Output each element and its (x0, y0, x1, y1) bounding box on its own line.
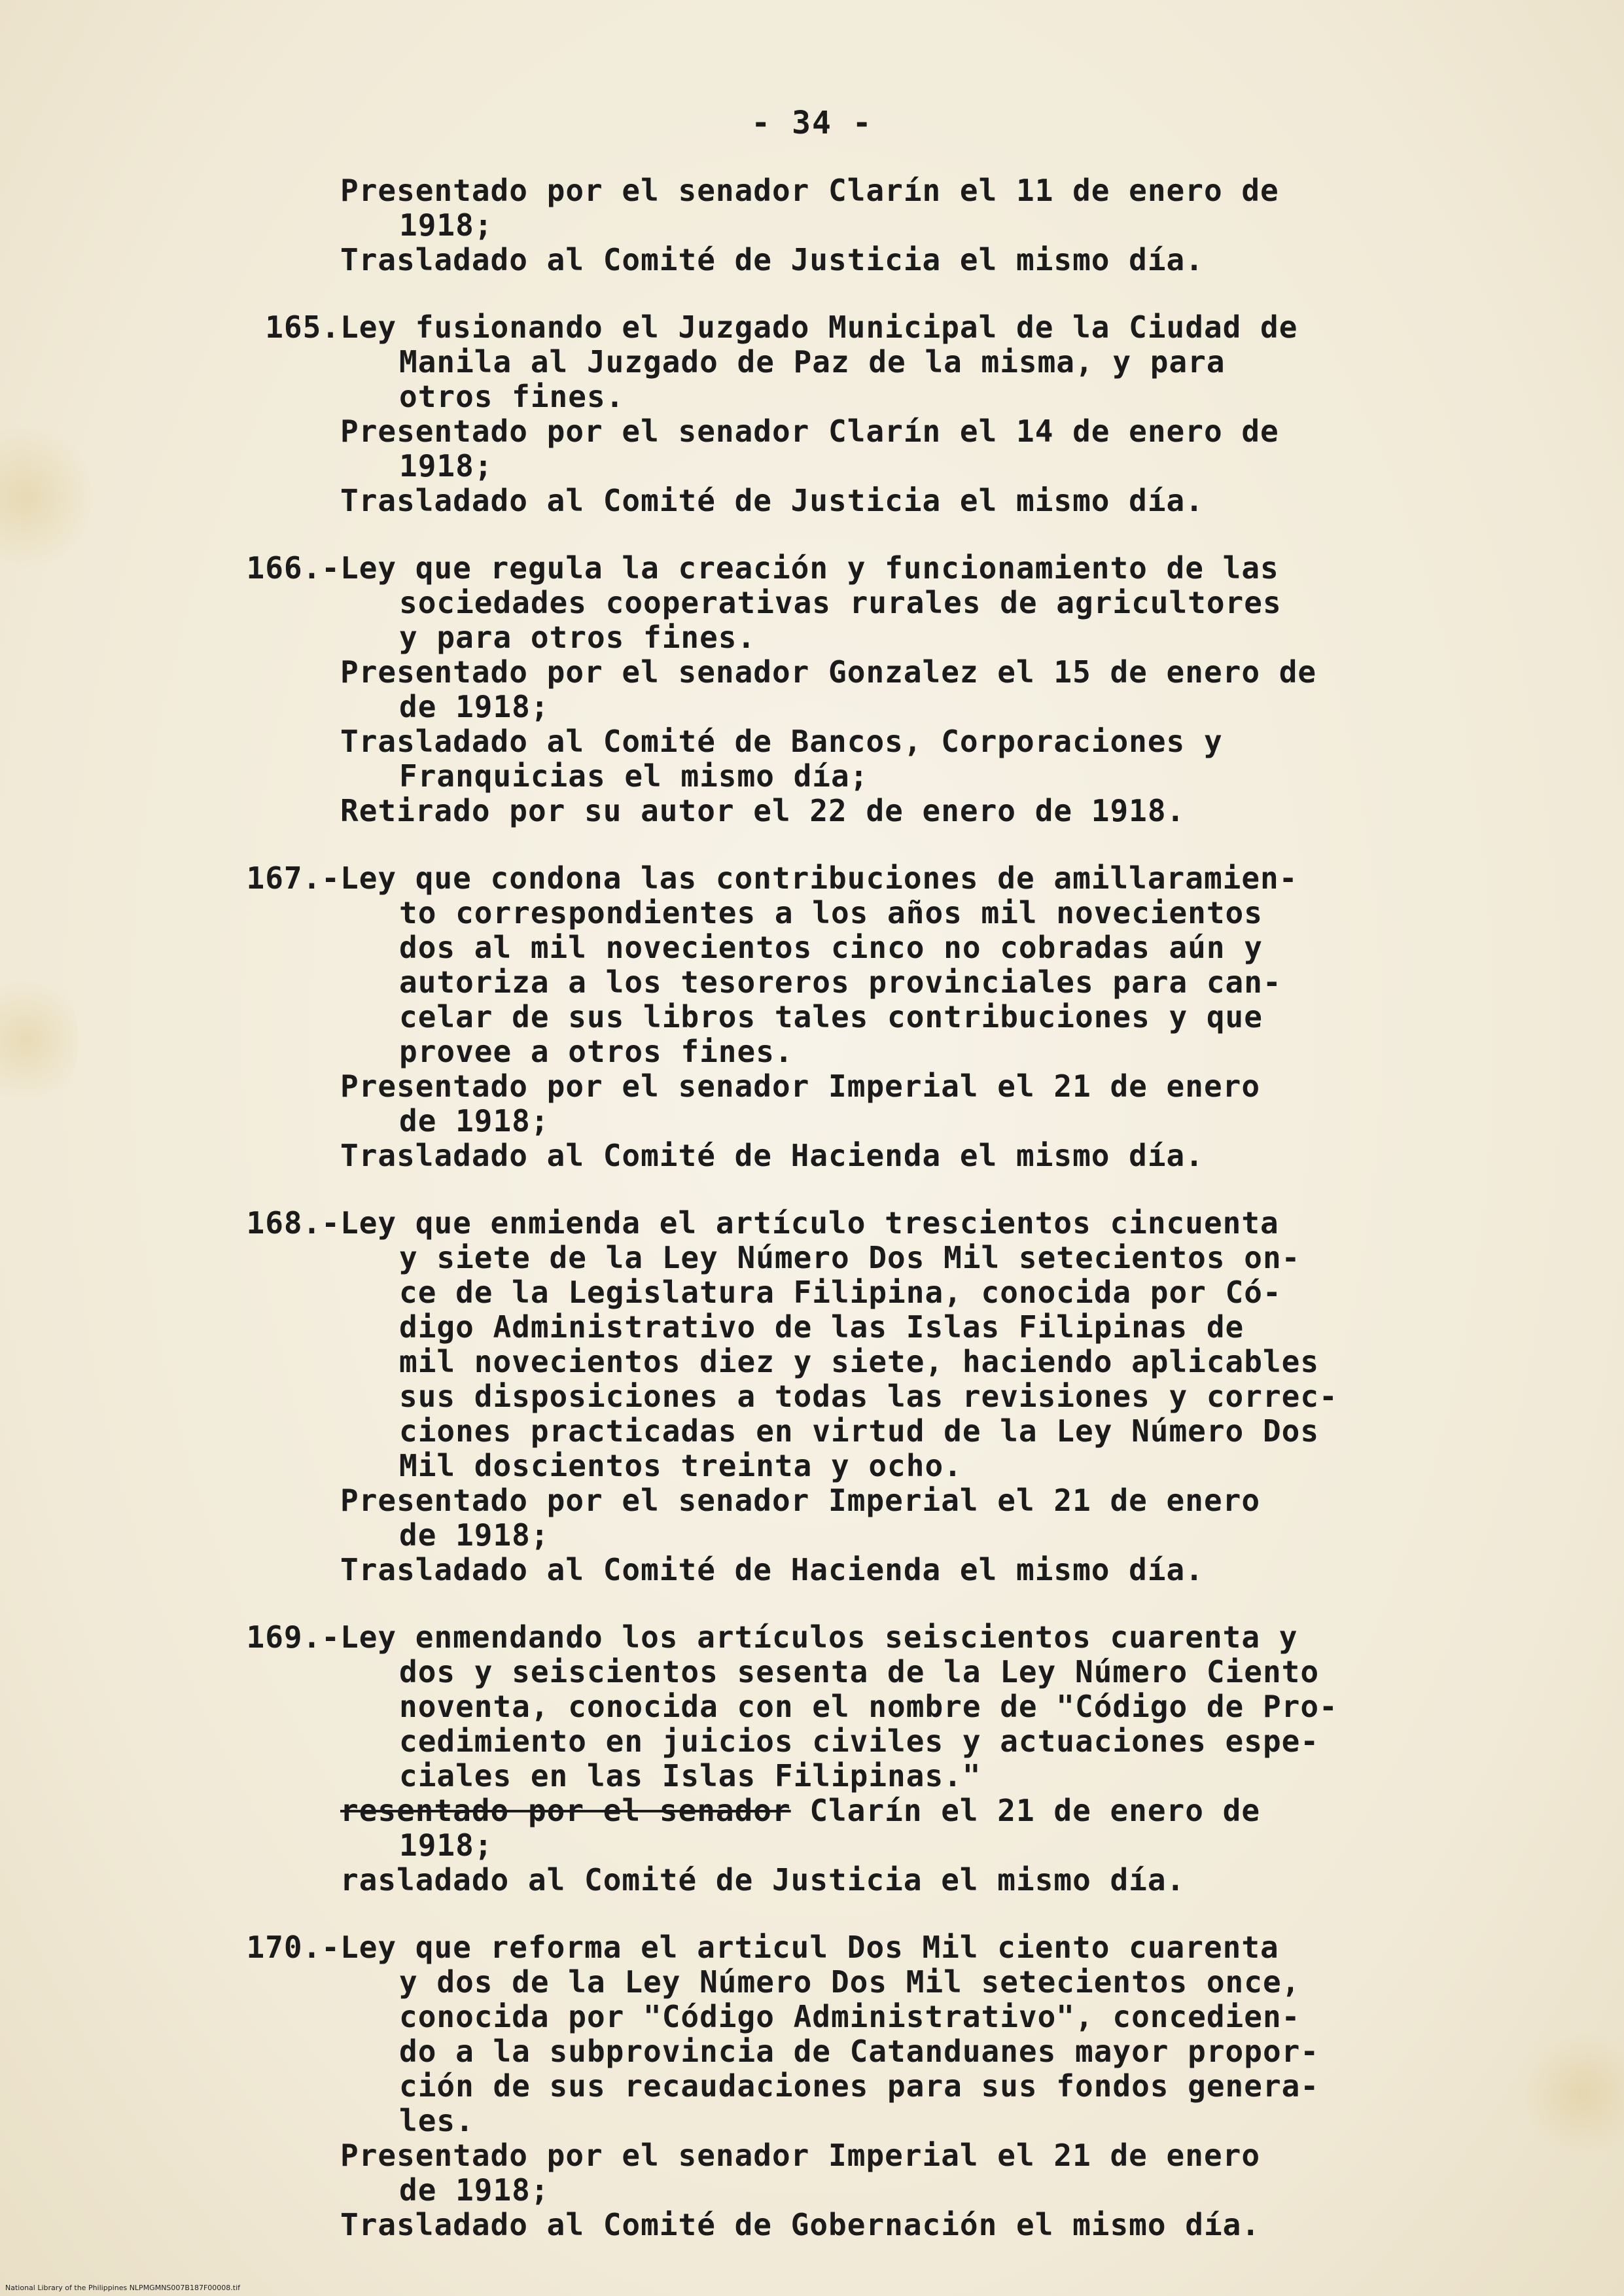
paper-stain (0, 419, 92, 576)
page-number: - 34 - (751, 105, 873, 141)
line-text: Presentado por el senador Imperial el 21 de enero (340, 2138, 1261, 2173)
continuation-line (209, 1034, 1453, 1069)
line-text: Trasladado al Comité de Bancos, Corporaciones y (340, 724, 1223, 759)
continuation-line (209, 1379, 1453, 1414)
line-text: ciones practicadas en virtud de la Ley Número Dos (399, 1413, 1320, 1449)
continuation-line (209, 1241, 1453, 1275)
line-text: les. (399, 2103, 474, 2138)
continuation-line (209, 345, 1453, 380)
continuation-line (209, 759, 1453, 794)
line-text: otros fines. (399, 379, 625, 414)
continuation-line (209, 1275, 1453, 1310)
entry-number: 166.- (246, 550, 340, 586)
continuation-line (209, 2173, 1453, 2208)
continuation-line (209, 1965, 1453, 2000)
action-line (209, 1483, 1453, 1518)
entry-title-line (209, 1206, 1453, 1241)
line-text: ciales en las Islas Filipinas." (399, 1758, 981, 1793)
line-text: to correspondientes a los años mil novecientos (399, 895, 1263, 930)
line-text: dos y seiscientos sesenta de la Ley Número Ciento (399, 1654, 1320, 1689)
continuation-line (209, 1104, 1453, 1139)
line-text: conocida por "Código Administrativo", concedien- (399, 1999, 1301, 2034)
continuation-line (209, 1449, 1453, 1483)
line-text: rasladado al Comité de Justicia el mismo día. (340, 1862, 1186, 1898)
line-text: dos al mil novecientos cinco no cobradas aún y (399, 930, 1263, 965)
continuation-line (209, 896, 1453, 930)
line-text: do a la subprovincia de Catanduanes mayor propor- (399, 2034, 1320, 2069)
line-text: 1918; (399, 207, 493, 243)
bill-entry (209, 551, 1453, 828)
action-line (209, 655, 1453, 690)
bill-entry (209, 310, 1453, 518)
line-text: y para otros fines. (399, 620, 756, 655)
continuation-line (209, 449, 1453, 484)
line-text: Manila al Juzgado de Paz de la misma, y para (399, 344, 1226, 380)
line-text: y siete de la Ley Número Dos Mil setecientos on- (399, 1240, 1301, 1275)
action-line (209, 2208, 1453, 2242)
line-text: de 1918; (399, 1103, 550, 1139)
action-line (209, 1069, 1453, 1104)
entry-title-line (209, 861, 1453, 896)
entry-number: 165. (265, 309, 340, 345)
action-line (209, 173, 1453, 208)
action-line (209, 1553, 1453, 1587)
line-text: Trasladado al Comité de Gobernación el mismo día. (340, 2207, 1261, 2242)
continuation-line (209, 2069, 1453, 2104)
line-text: Ley que regula la creación y funcionamiento de las (340, 550, 1279, 586)
line-text: Trasladado al Comité de Justicia el mismo día. (340, 242, 1204, 277)
entry-title-line (209, 310, 1453, 345)
line-text: sus disposiciones a todas las revisiones y correc- (399, 1379, 1338, 1414)
line-text: sociedades cooperativas rurales de agricultores (399, 585, 1282, 620)
footer-credit: National Library of the Philippines NLPMGMNS007B187F00008.tif (5, 2284, 241, 2292)
continuation-line (209, 690, 1453, 724)
line-text: noventa, conocida con el nombre de "Código de Pro- (399, 1689, 1338, 1724)
line-text: Trasladado al Comité de Hacienda el mismo día. (340, 1552, 1204, 1587)
action-line (209, 1139, 1453, 1173)
line-text: Retirado por su autor el 22 de enero de 1918. (340, 793, 1186, 828)
action-line (209, 2138, 1453, 2173)
line-text: Trasladado al Comité de Hacienda el mismo día. (340, 1138, 1204, 1173)
continuation-line (209, 1414, 1453, 1449)
continuation-line (209, 1310, 1453, 1345)
entry-number: 167.- (246, 860, 340, 896)
continuation-line (209, 1655, 1453, 1689)
line-text: Ley enmendando los artículos seiscientos cuarenta y (340, 1619, 1298, 1655)
preamble-entry (209, 173, 1453, 277)
line-text: Presentado por el senador Imperial el 21 de enero (340, 1483, 1261, 1518)
bill-entry (209, 1930, 1453, 2242)
continuation-line (209, 2000, 1453, 2034)
continuation-line (209, 586, 1453, 620)
line-text-tail: Clarín el 21 de enero de (790, 1793, 1261, 1828)
line-text: provee a otros fines. (399, 1034, 794, 1069)
line-text: Trasladado al Comité de Justicia el mismo día. (340, 483, 1204, 518)
line-text: Mil doscientos treinta y ocho. (399, 1448, 962, 1483)
line-text: celar de sus libros tales contribuciones y que (399, 999, 1263, 1034)
line-text: Ley que reforma el articul Dos Mil ciento cuarenta (340, 1930, 1279, 1965)
action-line (209, 414, 1453, 449)
paper-stain (0, 968, 79, 1112)
entry-title-line (209, 551, 1453, 586)
line-text: digo Administrativo de las Islas Filipinas de (399, 1309, 1244, 1345)
line-text: autoriza a los tesoreros provinciales para can- (399, 964, 1282, 1000)
entry-number: 168.- (246, 1205, 340, 1241)
document-body (209, 173, 1453, 2275)
continuation-line (209, 965, 1453, 1000)
continuation-line (209, 1000, 1453, 1034)
entry-number: 169.- (246, 1619, 340, 1655)
continuation-line (209, 1518, 1453, 1553)
line-text: Presentado por el senador Gonzalez el 15 de enero de (340, 654, 1317, 690)
action-line (209, 1863, 1453, 1898)
action-line (209, 794, 1453, 828)
line-text: de 1918; (399, 2172, 550, 2208)
line-text: cedimiento en juicios civiles y actuaciones espe- (399, 1723, 1320, 1759)
bill-entry (209, 1620, 1453, 1898)
paper-stain (1525, 2028, 1624, 2159)
line-text: de 1918; (399, 689, 550, 724)
continuation-line (209, 930, 1453, 965)
line-text: de 1918; (399, 1517, 550, 1553)
line-text: y dos de la Ley Número Dos Mil setecientos once, (399, 1964, 1301, 2000)
continuation-line (209, 620, 1453, 655)
line-text: Ley fusionando el Juzgado Municipal de la Ciudad de (340, 309, 1298, 345)
action-line (209, 484, 1453, 518)
line-text: Presentado por el senador Clarín el 14 de enero de (340, 414, 1279, 449)
entry-title-line (209, 1930, 1453, 1965)
continuation-line (209, 208, 1453, 243)
bill-entry (209, 861, 1453, 1173)
line-text: resentado por el senador (340, 1793, 791, 1828)
line-text: ción de sus recaudaciones para sus fondos genera- (399, 2068, 1320, 2104)
line-text: Ley que condona las contribuciones de amillaramien- (340, 860, 1298, 896)
action-line (209, 1793, 1453, 1828)
continuation-line (209, 2034, 1453, 2069)
action-line (209, 243, 1453, 277)
continuation-line (209, 1828, 1453, 1863)
continuation-line (209, 1759, 1453, 1793)
entry-number: 170.- (246, 1930, 340, 1965)
line-text: 1918; (399, 1828, 493, 1863)
line-text: 1918; (399, 448, 493, 484)
action-line (209, 724, 1453, 759)
line-text: Presentado por el senador Imperial el 21 de enero (340, 1069, 1261, 1104)
line-text: Franquicias el mismo día; (399, 758, 869, 794)
continuation-line (209, 2104, 1453, 2138)
line-text: Presentado por el senador Clarín el 11 de enero de (340, 173, 1279, 208)
line-text: Ley que enmienda el artículo trescientos cincuenta (340, 1205, 1279, 1241)
continuation-line (209, 1345, 1453, 1379)
entry-title-line (209, 1620, 1453, 1655)
bill-entry (209, 1206, 1453, 1587)
continuation-line (209, 380, 1453, 414)
continuation-line (209, 1724, 1453, 1759)
line-text: mil novecientos diez y siete, haciendo aplicables (399, 1344, 1320, 1379)
line-text: ce de la Legislatura Filipina, conocida por Có- (399, 1275, 1282, 1310)
continuation-line (209, 1689, 1453, 1724)
